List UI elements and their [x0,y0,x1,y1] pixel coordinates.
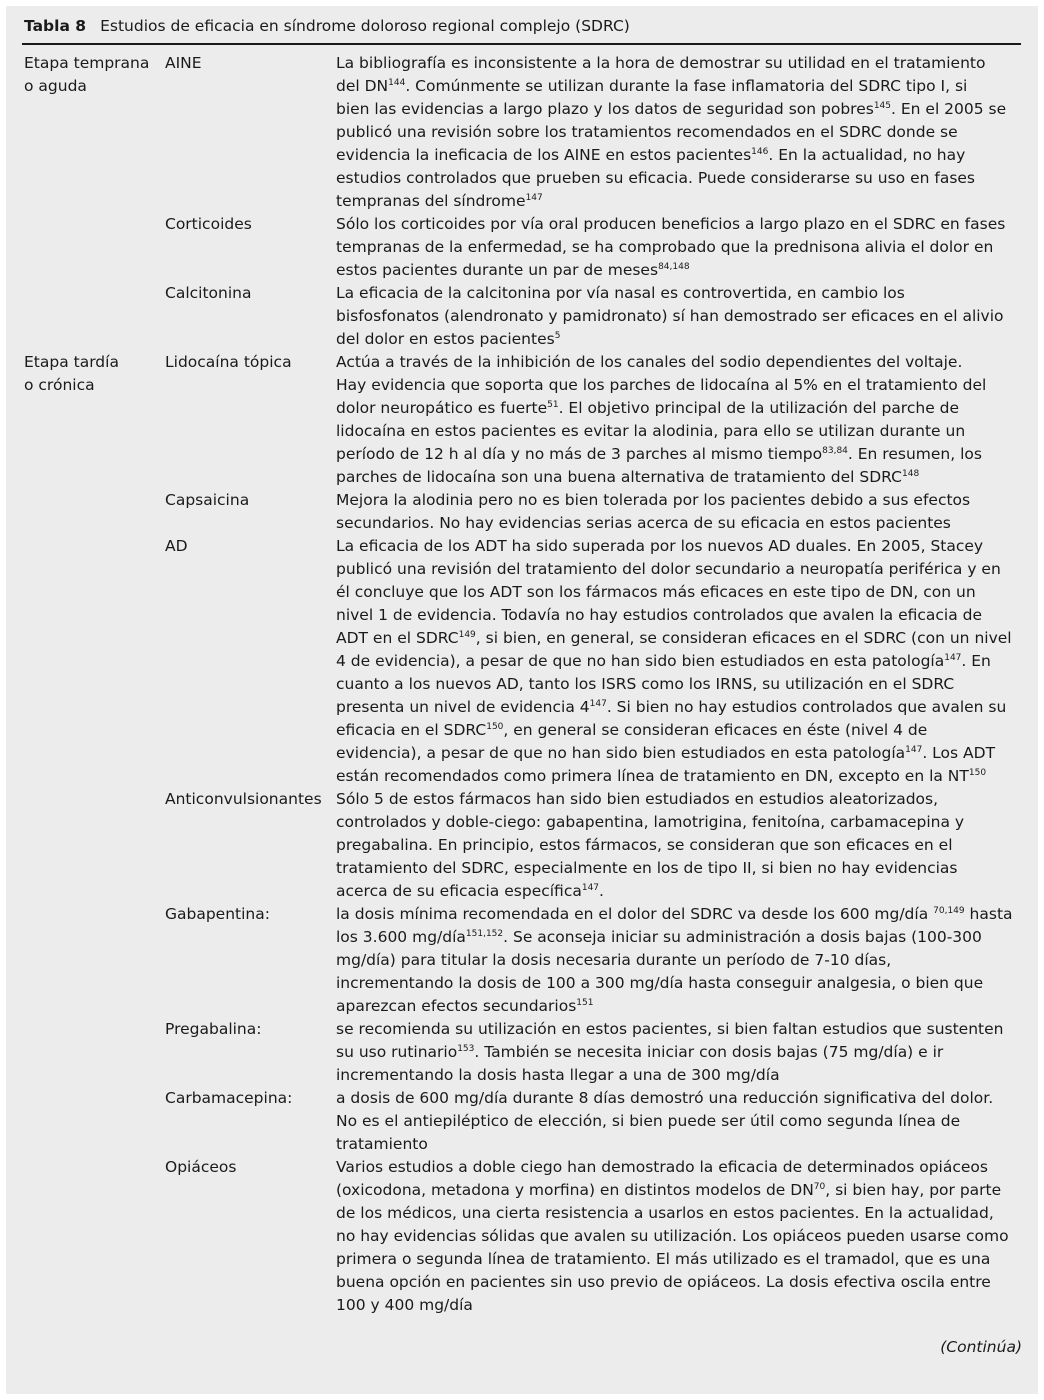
description-line: se recomienda su utilización en estos pacientes, si bien faltan estudios que sustenten [336,1020,1004,1038]
description-line: él concluye que los ADT son los fármacos más eficaces en este tipo de DN, con un [336,583,976,601]
description-line: No es el antiepiléptico de elección, si bien puede ser útil como segunda línea de [336,1112,961,1130]
description-line: Hay evidencia que soporta que los parches de lidocaína al 5% en el tratamiento del [336,376,987,394]
table-caption: Estudios de eficacia en síndrome doloroso regional complejo (SDRC) [100,17,630,35]
table-title [24,15,630,37]
drug-name: Corticoides [165,215,252,233]
description-line: dolor neuropático es fuerte$^{51}$. El objetivo principal de la utilización del parche de [336,399,960,417]
description-line: los 3.600 mg/día$^{151,152}$. Se aconseja iniciar su administración a dosis bajas (100-300 [336,928,982,946]
stage-label [24,52,149,98]
drug-name: AD [165,537,188,555]
continues-note: (Continúa) [940,1338,1022,1356]
description-line: Sólo los corticoides por vía oral producen beneficios a largo plazo en el SDRC en fases [336,215,1006,233]
description-line: Mejora la alodinia pero no es bien tolerada por los pacientes debido a sus efectos [336,491,971,509]
description-line: acerca de su eficacia específica$^{147}$. [336,882,604,900]
description-line: incrementando la dosis de 100 a 300 mg/día hasta conseguir analgesia, o bien que [336,974,984,992]
description-line: Varios estudios a doble ciego han demostrado la eficacia de determinados opiáceos [336,1158,988,1176]
description-line: publicó una revisión del tratamiento del dolor secundario a neuropatía periférica y en [336,560,1001,578]
description-line: bisfosfonatos (alendronato y pamidronato) sí han demostrado ser eficaces en el alivio [336,307,1004,325]
description-line: 100 y 400 mg/día [336,1296,473,1314]
drug-name: Lidocaína tópica [165,353,292,371]
description-line: presenta un nivel de evidencia $4^{147}$. Si bien no hay estudios controlados que avalen su [336,698,1007,716]
description-line: del dolor en estos pacientes$^5$ [336,330,561,348]
description-line: primera o segunda línea de tratamiento. El más utilizado es el tramadol, que es una [336,1250,991,1268]
description-line: estos pacientes durante un par de meses$^{84,148}$ [336,261,690,279]
description-line: La bibliografía es inconsistente a la hora de demostrar su utilidad en el tratamiento [336,54,986,72]
description-line: Actúa a través de la inhibición de los canales del sodio dependientes del voltaje. [336,353,963,371]
drug-name: Opiáceos [165,1158,237,1176]
description-line: tempranas de la enfermedad, se ha comprobado que la prednisona alivia el dolor en [336,238,994,256]
description-line: su uso rutinario$^{153}$. También se necesita iniciar con dosis bajas (75 mg/día) e ir [336,1043,944,1061]
drug-description [336,788,964,903]
description-line: secundarios. No hay evidencias serias acerca de su eficacia en estos pacientes [336,514,951,532]
description-line: publicó una revisión sobre los tratamientos recomendados en el SDRC donde se [336,123,958,141]
drug-description [336,1156,1009,1317]
description-line: La eficacia de los ADT ha sido superada por los nuevos AD duales. En 2005, Stacey [336,537,984,555]
description-line: de los médicos, una cierta resistencia a usarlos en estos pacientes. En la actualidad, [336,1204,994,1222]
description-line: evidencia), a pesar de que no han sido bien estudiados en esta patología$^{147}$. Los ADT [336,744,996,762]
description-line: a dosis de 600 mg/día durante 8 días demostró una reducción significativa del dolor. [336,1089,994,1107]
drug-name: Capsaicina [165,491,250,509]
description-line: (oxicodona, metadona y morfina) en distintos modelos de DN$^{70}$, si bien hay, por parte [336,1181,1002,1199]
drug-name: AINE [165,54,202,72]
drug-description [336,1087,993,1156]
description-line: tempranas del síndrome$^{147}$ [336,192,543,210]
description-line: bien las evidencias a largo plazo y los datos de seguridad son pobres$^{145}$. En el 2005 se [336,100,1007,118]
description-line: están recomendados como primera línea de tratamiento en DN, excepto en la NT$^{150}$ [336,767,987,785]
drug-description [336,903,1013,1018]
description-line: cuanto a los nuevos AD, tanto los ISRS como los IRNS, su utilización en el SDRC [336,675,955,693]
description-line: La eficacia de la calcitonina por vía nasal es controvertida, en cambio los [336,284,905,302]
drug-description [336,1018,1003,1087]
drug-description [336,52,1006,213]
description-line: la dosis mínima recomendada en el dolor del SDRC va desde los 600 mg/día $^{70,149}$ hasta [336,905,1013,923]
description-line: incrementando la dosis hasta llegar a una de 300 mg/día [336,1066,780,1084]
description-line: buena opción en pacientes sin uso previo de opiáceos. La dosis efectiva oscila entre [336,1273,991,1291]
description-line: parches de lidocaína son una buena alternativa de tratamiento del SDRC$^{148}$ [336,468,920,486]
stage-label-line: Etapa temprana [24,54,150,72]
stage-label-line: o crónica [24,376,95,394]
drug-description [336,489,970,535]
drug-name: Calcitonina [165,284,252,302]
description-line: Sólo 5 de estos fármacos han sido bien estudiados en estudios aleatorizados, [336,790,939,808]
description-line: del DN$^{144}$. Comúnmente se utilizan durante la fase inflamatoria del SDRC tipo I, si [336,77,968,95]
table-label: Tabla 8 [24,17,87,35]
drug-name: Pregabalina: [165,1020,262,1038]
drug-name: Carbamacepina: [165,1089,293,1107]
drug-description [336,282,1004,351]
description-line: nivel 1 de evidencia. Todavía no hay estudios controlados que avalen la eficacia de [336,606,983,624]
stage-label [24,351,119,397]
stage-label-line: Etapa tardía [24,353,119,371]
description-line: pregabalina. En principio, estos fármacos, se consideran que son eficaces en el [336,836,953,854]
description-line: controlados y doble-ciego: gabapentina, lamotrigina, fenitoína, carbamacepina y [336,813,965,831]
description-line: aparezcan efectos secundarios$^{151}$ [336,997,594,1015]
description-line: ADT en el SDRC$^{149}$, si bien, en general, se consideran eficaces en el SDRC (con un nivel [336,629,1012,647]
stage-label-line: o aguda [24,77,87,95]
description-line: mg/día) para titular la dosis necesaria durante un período de 7-10 días, [336,951,892,969]
description-line: eficacia en el SDRC$^{150}$, en general se consideran eficaces en éste (nivel 4 de [336,721,928,739]
description-line: estudios controlados que prueben su eficacia. Puede considerarse su uso en fases [336,169,976,187]
description-line: período de 12 h al día y no más de 3 parches al mismo tiempo$^{83,84}$. En resumen, los [336,445,982,463]
description-line: tratamiento [336,1135,428,1153]
description-line: lidocaína en estos pacientes es evitar la alodinia, para ello se utilizan durante un [336,422,966,440]
drug-description [336,213,1005,282]
description-line: tratamiento del SDRC, especialmente en los de tipo II, si bien no hay evidencias [336,859,958,877]
description-line: 4 de evidencia), a pesar de que no han sido bien estudiados en esta patología$^{147}$. En [336,652,991,670]
description-line: no hay evidencias sólidas que avalen su utilización. Los opiáceos pueden usarse como [336,1227,1009,1245]
drug-name: Anticonvulsionantes [165,790,322,808]
drug-description [336,535,1012,788]
drug-name: Gabapentina: [165,905,270,923]
title-divider [22,43,1021,45]
drug-description [336,351,986,489]
description-line: evidencia la ineficacia de los AINE en estos pacientes$^{146}$. En la actualidad, no hay [336,146,966,164]
